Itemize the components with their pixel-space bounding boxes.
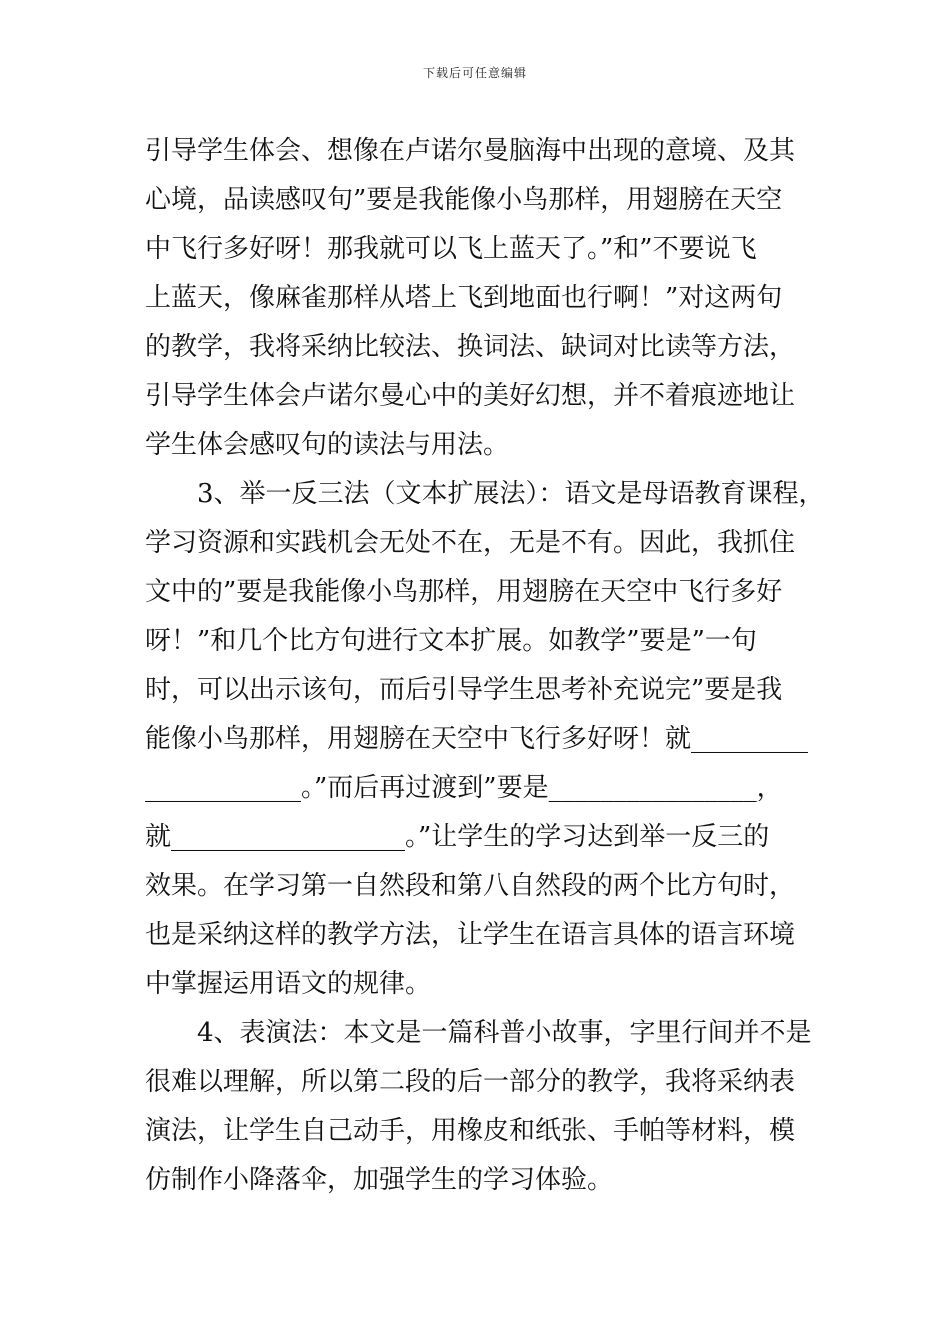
text-line: 心境，品读感叹句”要是我能像小鸟那样，用翅膀在天空: [145, 185, 783, 215]
text-line: 文中的”要是我能像小鸟那样，用翅膀在天空中飞行多好: [145, 577, 783, 607]
text-line: 3、举一反三法（文本扩展法）：语文是母语教育课程，: [197, 479, 825, 509]
paragraph: [145, 127, 825, 470]
text-line: 效果。在学习第一自然段和第八自然段的两个比方句时，: [145, 871, 796, 901]
paragraph: [145, 1009, 825, 1205]
text-line: 上蓝天，像麻雀那样从塔上飞到地面也行啊！”对这两句: [145, 283, 783, 313]
text-line: 学生体会感叹句的读法与用法。: [145, 430, 510, 460]
text-line: 引导学生体会、想像在卢诺尔曼脑海中出现的意境、及其: [145, 136, 796, 166]
text-line: 呀！”和几个比方句进行文本扩展。如教学”要是”一句: [145, 626, 757, 656]
text-line: 时，可以出示该句，而后引导学生思考补充说完”要是我: [145, 675, 783, 705]
text-line: 中掌握运用语文的规律。: [145, 969, 432, 999]
paragraph: [145, 470, 825, 1009]
text-line: ____________。”而后再过渡到”要是________________，: [145, 773, 783, 803]
text-line: 演法，让学生自己动手，用橡皮和纸张、手帕等材料，模: [145, 1116, 796, 1146]
text-line: 能像小鸟那样，用翅膀在天空中飞行多好呀！就_________: [145, 724, 809, 754]
text-line: 4、表演法：本文是一篇科普小故事，字里行间并不是: [197, 1018, 812, 1048]
text-line: 也是采纳这样的教学方法，让学生在语言具体的语言环境: [145, 920, 796, 950]
text-line: 的教学，我将采纳比较法、换词法、缺词对比读等方法，: [145, 332, 796, 362]
document-body: [145, 127, 825, 1205]
text-line: 仿制作小降落伞，加强学生的学习体验。: [145, 1165, 614, 1195]
page-header: 下载后可任意编辑: [422, 66, 527, 80]
text-line: 引导学生体会卢诺尔曼心中的美好幻想，并不着痕迹地让: [145, 381, 796, 411]
text-line: 学习资源和实践机会无处不在，无是不有。因此，我抓住: [145, 528, 796, 558]
text-line: 很难以理解，所以第二段的后一部分的教学，我将采纳表: [145, 1067, 796, 1097]
text-line: 就__________________。”让学生的学习达到举一反三的: [145, 822, 770, 852]
text-line: 中飞行多好呀！那我就可以飞上蓝天了。”和”不要说飞: [145, 234, 757, 264]
